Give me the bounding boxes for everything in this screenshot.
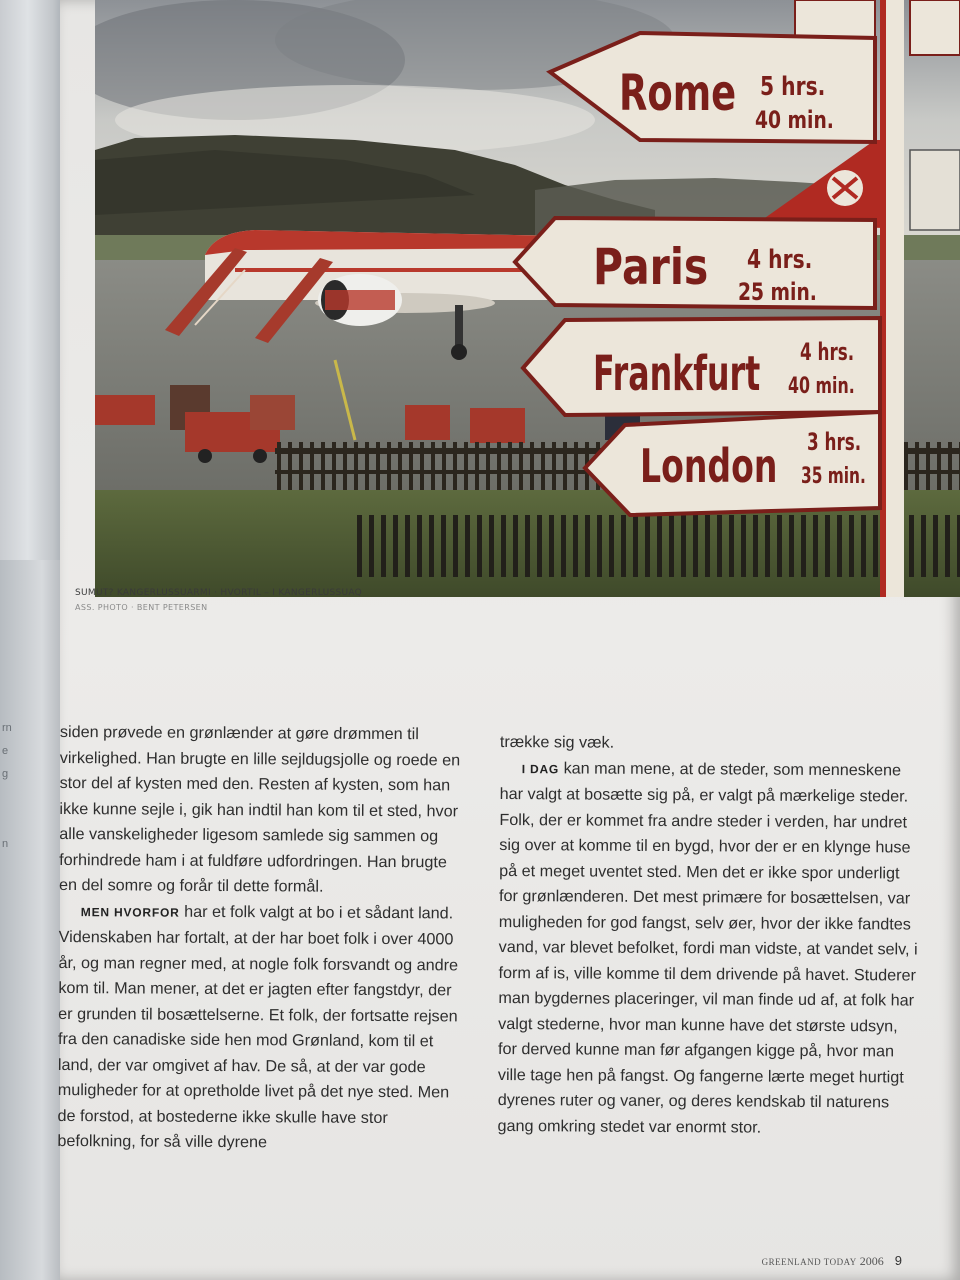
fence-post: [530, 442, 534, 492]
fence-post: [537, 515, 542, 577]
fence-post: [453, 442, 457, 492]
fence-post: [387, 442, 391, 492]
section-lead-men-hvorfor: MEN HVORFOR: [80, 904, 180, 920]
fence-post: [357, 515, 362, 577]
sign-rome-min: 40 min.: [755, 106, 834, 135]
fence-post: [501, 515, 506, 577]
fence-post: [288, 442, 292, 492]
fence-post: [837, 515, 842, 577]
fence-post: [789, 515, 794, 577]
fence-post: [801, 515, 806, 577]
page-number: 9: [894, 1253, 902, 1268]
fence-post: [365, 442, 369, 492]
fence-post: [343, 442, 347, 492]
right-paragraph-1: trække sig væk.: [499, 732, 615, 752]
sign-paris-city: Paris: [593, 238, 709, 297]
fence-post: [393, 515, 398, 577]
sign-london: [585, 412, 880, 515]
section-lead-i-dag: I DAG: [521, 761, 560, 776]
sign-london-min: 35 min.: [801, 463, 866, 489]
sign-paris: [515, 218, 875, 308]
prev-page-fragment: e: [2, 745, 9, 757]
fence-post: [705, 515, 710, 577]
fence-post: [277, 442, 281, 492]
fence-post: [477, 515, 482, 577]
fence-post: [921, 515, 926, 577]
fence-post: [937, 442, 941, 492]
sign-rome-city: Rome: [619, 64, 737, 123]
fence-post: [431, 442, 435, 492]
fence-post: [777, 515, 782, 577]
fence-post: [873, 515, 878, 577]
fence-post: [621, 515, 626, 577]
fence-post: [849, 515, 854, 577]
photo-caption: SUMUT? KANGERLUSSUARMI · HVORTIL – I KANGERLUSSUAQ: [75, 588, 363, 598]
fence-post: [405, 515, 410, 577]
fence-post: [657, 515, 662, 577]
sign-london-city: London: [640, 440, 778, 494]
fence-post: [475, 442, 479, 492]
fence-post: [933, 515, 938, 577]
fence-post: [299, 442, 303, 492]
photo-illustration: [95, 0, 960, 597]
fence-post: [753, 515, 758, 577]
fence-post: [574, 442, 578, 492]
fence-post: [420, 442, 424, 492]
left-paragraph-2-body: har et folk valgt at bo i et sådant land. Videnskaben har fortalt, at der har boet folk i over 4000 år, og man regner med, at nogle folk forsvandt og andre kom til. Man mener, at det er jagten efter fangstdyr, der er grunden til bosættelserne. Et folk, der fortsatte rejsen fra den canadiske side hen mod Grønland, kom til et land, der var omgivet af hav. De så, at der var gode muligheder for at opretholde livet på det nye sted. Men de forstod, at bostederne ikke skulle have stor befolkning, for så ville dyrene: [57, 902, 459, 1152]
prev-page-fragment: n: [2, 838, 9, 850]
fence-post: [825, 515, 830, 577]
sign-paris-min: 25 min.: [738, 278, 817, 307]
fence-post: [464, 442, 468, 492]
fence-post: [508, 442, 512, 492]
fence-post: [693, 515, 698, 577]
fence-post: [381, 515, 386, 577]
sign-frankfurt: [523, 318, 880, 415]
fence-post: [321, 442, 325, 492]
fence-post: [519, 442, 523, 492]
fence-post: [376, 442, 380, 492]
fence-post: [813, 515, 818, 577]
fence-post: [729, 515, 734, 577]
fence-post: [573, 515, 578, 577]
fence-post: [429, 515, 434, 577]
fence-post: [861, 515, 866, 577]
fence-post: [948, 442, 952, 492]
fence-post: [765, 515, 770, 577]
left-paragraph-1: siden prøvede en grønlænder at gøre drømmen til virkelighed. Han brugte en lille sejldugsjolle og roede en stor del af kysten med den. Resten af kysten, som han ikke kunne sejle i, gik han indtil han kom til et sted, hvor alle vanskeligheder ligesom samlede sig sammen og forhindrede ham i at fuldføre udfordringen. Han brugte en del somre og forår til dette formål.: [58, 722, 461, 896]
fence-post: [354, 442, 358, 492]
fence-post: [465, 515, 470, 577]
sign-frankfurt-city: Frankfurt: [593, 345, 761, 402]
magazine-name: GREENLAND TODAY: [761, 1257, 857, 1267]
fence-post: [525, 515, 530, 577]
fence-post: [645, 515, 650, 577]
fence-post: [497, 442, 501, 492]
fence-post: [741, 515, 746, 577]
left-paragraph-2: [57, 898, 469, 1156]
fence-post: [442, 442, 446, 492]
fence-post: [409, 442, 413, 492]
fence-post: [453, 515, 458, 577]
left-text-column: [57, 720, 470, 1157]
fence-post: [609, 515, 614, 577]
prev-page-fragment: rn: [2, 722, 12, 734]
fence-post: [926, 442, 930, 492]
prev-page-fragment: g: [2, 768, 9, 780]
sign-frankfurt-min: 40 min.: [788, 372, 855, 399]
right-paragraph-2-body: kan man mene, at de steder, som menneskene har valgt at bosætte sig på, er valgt på mærkelige steder. Folk, der er kommet fra andre steder i verden, har undret sig over at komme til en bygd, hvor der er en klynge huse på et meget uventet sted. Men det er ikke spor underligt for grønlænderen. Det mest primære for bosættelsen, var muligheden for god fangst, selv øer, hvor der ikke fandtes vand, var blevet befolket, fordi man vidste, at vandet selv, i form af is, ville komme til dem drivende på havet. Studerer man bygdernes placeringer, vil man finde ud af, at folk har valgt stederne, hvor man kunne have det største udsyn, for derved kunne man før afgangen kigge på, hvor man ville tage hen på fangst. Og fangerne lærte meget hurtigt dyrenes ruter og vaner, og deres kendskab til naturens gang omkring stedet var enormt stor.: [497, 758, 918, 1137]
fence-post: [552, 442, 556, 492]
sign-london-hrs: 3 hrs.: [806, 427, 862, 456]
fence-post: [904, 442, 908, 492]
page-footer: [762, 1253, 902, 1269]
fence-post: [513, 515, 518, 577]
fence-post: [669, 515, 674, 577]
fence-post: [441, 515, 446, 577]
fence-post: [417, 515, 422, 577]
fence-post: [489, 515, 494, 577]
fence-post: [945, 515, 950, 577]
fence-post: [909, 515, 914, 577]
fence-post: [597, 515, 602, 577]
fence-post: [681, 515, 686, 577]
issue-year: 2006: [859, 1254, 884, 1268]
fence-post: [717, 515, 722, 577]
fence-post: [915, 442, 919, 492]
right-text-column: [498, 730, 920, 1142]
fence-post: [563, 442, 567, 492]
fence-post: [369, 515, 374, 577]
fence-post: [633, 515, 638, 577]
sign-rome-hrs: 5 hrs.: [760, 71, 826, 102]
right-paragraph-2: [498, 755, 920, 1141]
sign-frankfurt-hrs: 4 hrs.: [800, 337, 855, 366]
fence-post: [585, 515, 590, 577]
airport-signpost-photo: [95, 0, 960, 597]
fence-post: [332, 442, 336, 492]
fence-post: [549, 515, 554, 577]
fence-post: [486, 442, 490, 492]
fence-post: [398, 442, 402, 492]
photo-credit: ASS. PHOTO · BENT PETERSEN: [75, 603, 208, 612]
fence-post: [561, 515, 566, 577]
fence-post: [310, 442, 314, 492]
sign-paris-hrs: 4 hrs.: [746, 244, 813, 275]
fence-post: [541, 442, 545, 492]
